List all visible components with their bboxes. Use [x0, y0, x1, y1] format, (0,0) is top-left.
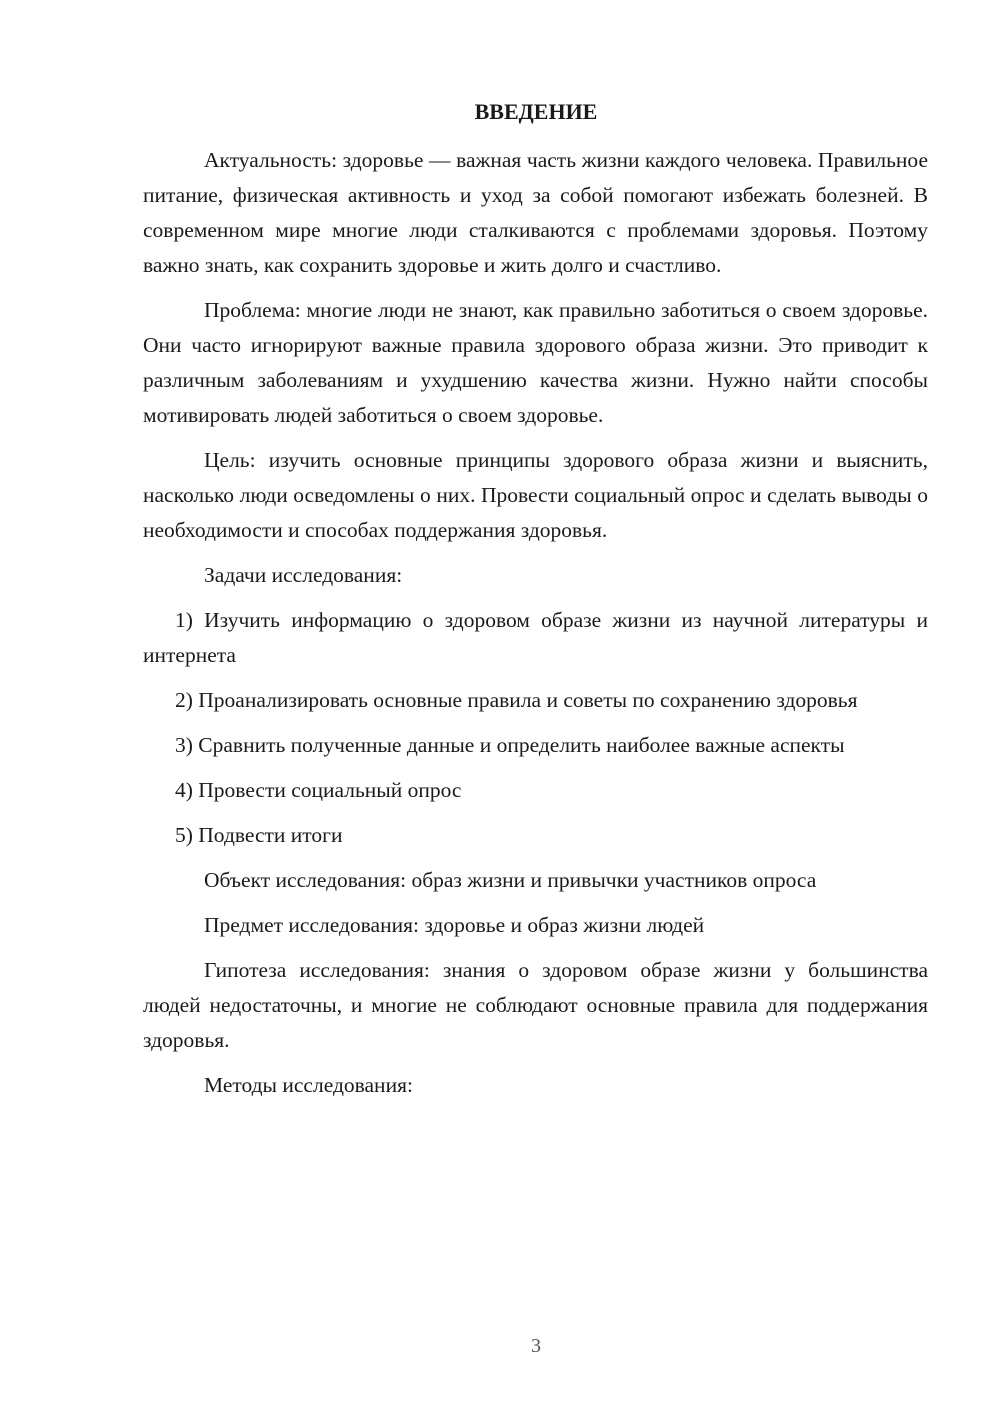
paragraph-goal: Цель: изучить основные принципы здорового образа жизни и выяснить, насколько люди осведомлены о них. Провести социальный опрос и сделать выводы о необходимости и способах поддержания здоровья.: [143, 448, 928, 542]
task-item-5: 5) Подвести итоги: [175, 823, 343, 847]
task-item-3: 3) Сравнить полученные данные и определить наиболее важные аспекты: [175, 733, 845, 757]
task-item-4: 4) Провести социальный опрос: [175, 778, 462, 802]
document-body: [143, 143, 928, 1113]
task-item-2: 2) Проанализировать основные правила и советы по сохранению здоровья: [175, 688, 858, 712]
page-title: ВВЕДЕНИЕ: [474, 99, 598, 124]
tasks-heading: Задачи исследования:: [204, 563, 403, 587]
paragraph-object: Объект исследования: образ жизни и привычки участников опроса: [204, 868, 817, 892]
paragraph-problem: Проблема: многие люди не знают, как правильно заботиться о своем здоровье. Они часто игнорируют важные правила здорового образа жизни. Это приводит к различным заболеваниям и ухудшению качества жизни. Нужно найти способы мотивировать людей заботиться о своем здоровье.: [143, 298, 928, 427]
methods-heading: Методы исследования:: [204, 1073, 413, 1097]
page-number: 3: [531, 1335, 541, 1357]
paragraph-subject: Предмет исследования: здоровье и образ жизни людей: [204, 913, 705, 937]
task-item-1: 1) Изучить информацию о здоровом образе жизни из научной литературы и интернета: [143, 608, 928, 667]
paragraph-relevance: Актуальность: здоровье — важная часть жизни каждого человека. Правильное питание, физическая активность и уход за собой помогают избежать болезней. В современном мире многие люди сталкиваются с проблемами здоровья. Поэтому важно знать, как сохранить здоровье и жить долго и счастливо.: [143, 148, 928, 277]
paragraph-hypothesis: Гипотеза исследования: знания о здоровом образе жизни у большинства людей недостаточны, и многие не соблюдают основные правила для поддержания здоровья.: [143, 958, 928, 1052]
